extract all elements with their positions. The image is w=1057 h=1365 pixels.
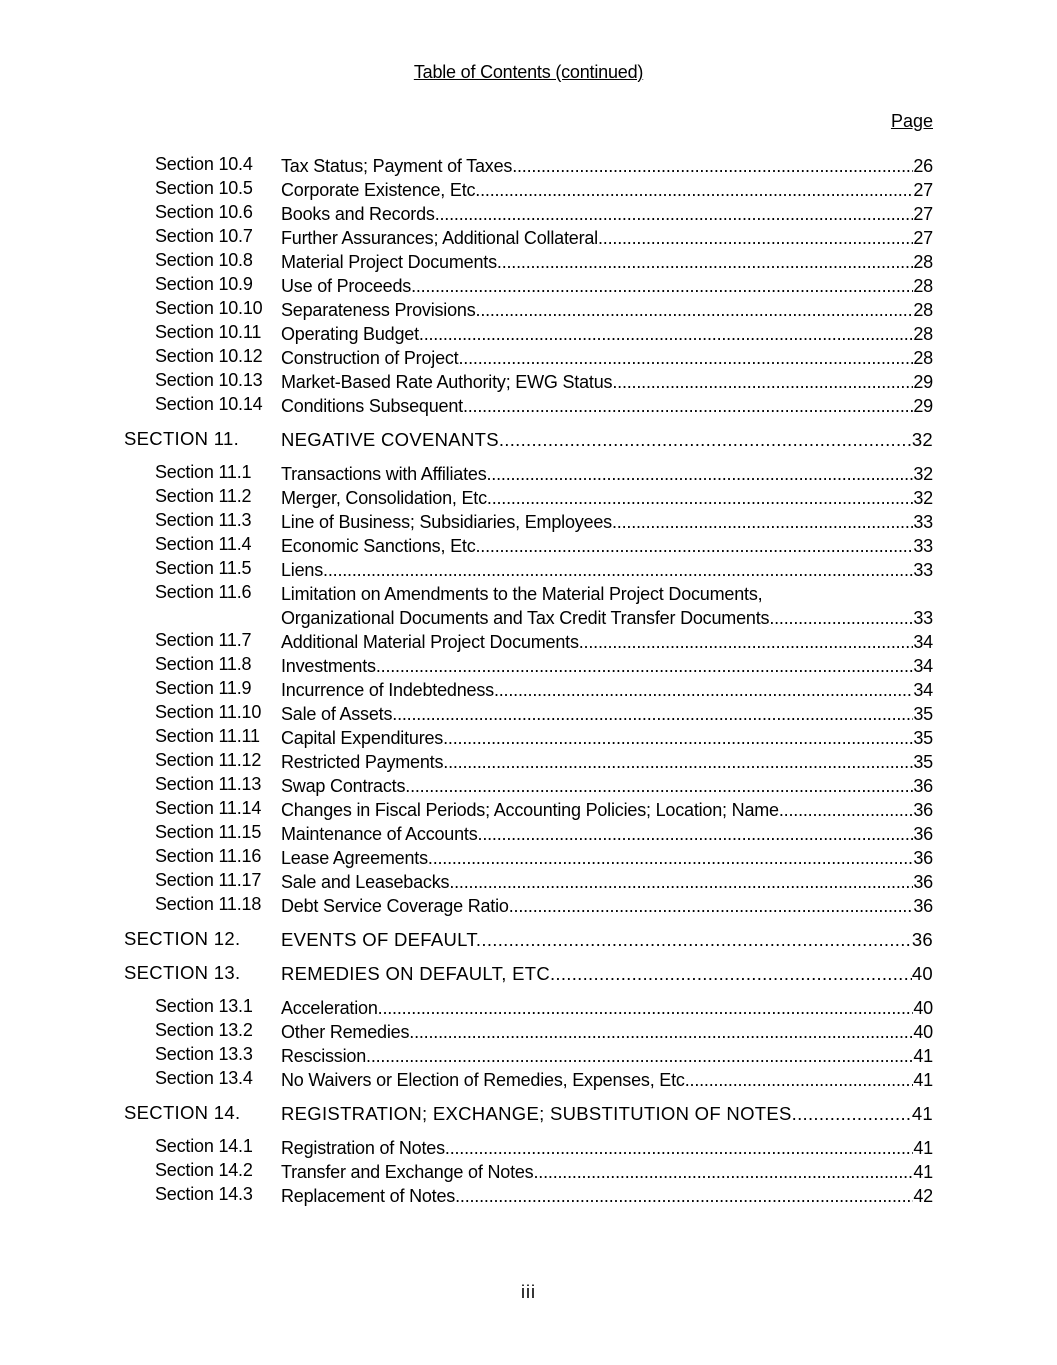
toc-entry-number: Section 11.5 <box>155 558 252 578</box>
toc-entry-page: 28 <box>913 252 933 272</box>
toc-entry-title: Economic Sanctions, Etc <box>281 536 476 556</box>
toc-entry-title: Books and Records <box>281 204 435 224</box>
toc-entry-number: Section 10.8 <box>155 250 253 270</box>
toc-entry-page: 33 <box>913 608 933 628</box>
toc-entry-title-block <box>281 1184 933 1208</box>
toc-entry-title-block <box>281 394 933 418</box>
dot-leader <box>598 226 913 250</box>
page-number: iii <box>521 1282 536 1302</box>
dot-leader <box>533 1160 913 1184</box>
toc-entry-title: Acceleration <box>281 998 378 1018</box>
toc-entry-title-block <box>281 298 933 322</box>
toc-entry-title-block <box>281 798 933 822</box>
toc-entry-page: 28 <box>913 324 933 344</box>
dot-leader <box>411 274 913 298</box>
toc-entry-title: Liens <box>281 560 324 580</box>
toc-entry-page: 40 <box>913 998 933 1018</box>
toc-entry-title-block <box>281 370 933 394</box>
toc-section-entry <box>0 462 1057 486</box>
toc-entry-number: Section 13.2 <box>155 1020 253 1040</box>
toc-entry-title-block <box>281 702 933 726</box>
toc-entry-title-block <box>281 822 933 846</box>
toc-entry-title: NEGATIVE COVENANTS. <box>281 429 505 450</box>
toc-entry-page: 34 <box>913 680 933 700</box>
dot-leader <box>690 1068 914 1092</box>
toc-entry-title: Sale of Assets <box>281 704 393 724</box>
toc-section-entry <box>0 1136 1057 1160</box>
toc-entry-title-block <box>281 534 933 558</box>
toc-entry-number: Section 11.17 <box>155 870 262 890</box>
toc-section-entry <box>0 654 1057 678</box>
toc-entry-title-block <box>281 846 933 870</box>
toc-entry-number: SECTION 12. <box>124 928 241 949</box>
toc-entry-title-block <box>281 346 933 370</box>
toc-entry-title: REMEDIES ON DEFAULT, ETC. <box>281 963 556 984</box>
toc-entry-title-block <box>281 428 933 452</box>
toc-entry-page: 34 <box>913 632 933 652</box>
toc-entry-title-block <box>281 462 933 486</box>
toc-entry-title: Material Project Documents <box>281 252 497 272</box>
toc-article-entry <box>0 1102 1057 1126</box>
toc-entry-page: 33 <box>913 536 933 556</box>
dot-leader <box>476 298 914 322</box>
toc-entry-page: 27 <box>913 180 933 200</box>
toc-entry-title-block <box>281 510 933 534</box>
toc-entry-number: Section 13.3 <box>155 1044 253 1064</box>
toc-entry-page: 35 <box>913 704 933 724</box>
dot-leader <box>445 1136 913 1160</box>
toc-entry-number: Section 10.9 <box>155 274 253 294</box>
toc-entry-number: Section 11.11 <box>155 726 260 746</box>
toc-entry-page: 29 <box>913 396 933 416</box>
toc-entry-page: 36 <box>913 800 933 820</box>
toc-entry-number: Section 11.8 <box>155 654 252 674</box>
toc-entry-title: Maintenance of Accounts <box>281 824 478 844</box>
toc-section-entry <box>0 702 1057 726</box>
toc-entry-page: 36 <box>913 776 933 796</box>
toc-entry-page: 36 <box>913 896 933 916</box>
dot-leader <box>376 654 914 678</box>
toc-section-entry <box>0 274 1057 298</box>
dot-leader <box>378 996 914 1020</box>
toc-section-entry <box>0 996 1057 1020</box>
toc-section-entry <box>0 394 1057 418</box>
toc-entry-title: No Waivers or Election of Remedies, Expenses, Etc. <box>281 1070 690 1090</box>
toc-entry-number: Section 11.16 <box>155 846 262 866</box>
toc-entry-page: 32 <box>913 464 933 484</box>
toc-section-entry <box>0 250 1057 274</box>
toc-entry-title: Conditions Subsequent <box>281 396 463 416</box>
toc-entry-title: Restricted Payments <box>281 752 444 772</box>
toc-entry-title-block <box>281 1102 933 1126</box>
dot-leader <box>392 702 913 726</box>
toc-article-entry <box>0 928 1057 952</box>
page-column-header: Page <box>890 111 933 131</box>
toc-section-entry <box>0 510 1057 534</box>
toc-entry-number: Section 11.14 <box>155 798 262 818</box>
toc-entry-title-block <box>281 1068 933 1092</box>
toc-entry-title-block <box>281 486 933 510</box>
toc-entry-page: 40 <box>913 1022 933 1042</box>
toc-entry-title: Transfer and Exchange of Notes <box>281 1162 534 1182</box>
toc-entry-title-block <box>281 678 933 702</box>
dot-leader <box>514 894 914 918</box>
toc-entry-page: 41 <box>913 1138 933 1158</box>
toc-entry-title: Separateness Provisions <box>281 300 476 320</box>
toc-section-entry <box>0 750 1057 774</box>
toc-entry-title: Lease Agreements <box>281 848 428 868</box>
toc-section-entry <box>0 846 1057 870</box>
toc-entry-title-block <box>281 202 933 226</box>
toc-entry-number: Section 10.13 <box>155 370 263 390</box>
toc-entry-title-block <box>281 962 933 986</box>
toc-entry-number: SECTION 11. <box>124 428 240 449</box>
toc-entry-title: Construction of Project <box>281 348 459 368</box>
table-of-contents <box>0 154 1057 1208</box>
toc-entry-title-block <box>281 322 933 346</box>
toc-entry-title-block <box>281 1136 933 1160</box>
toc-section-entry <box>0 558 1057 582</box>
toc-entry-title-block <box>281 928 933 952</box>
toc-entry-number: Section 11.12 <box>155 750 262 770</box>
toc-section-entry <box>0 870 1057 894</box>
dot-leader <box>323 558 913 582</box>
toc-entry-page: 41 <box>913 1162 933 1182</box>
toc-entry-number: Section 11.4 <box>155 534 252 554</box>
toc-entry-page: 28 <box>913 348 933 368</box>
toc-entry-title-block <box>281 894 933 918</box>
toc-entry-title: Further Assurances; Additional Collateral <box>281 228 598 248</box>
toc-entry-number: Section 10.6 <box>155 202 253 222</box>
toc-entry-title: Merger, Consolidation, Etc <box>281 488 487 508</box>
toc-section-entry <box>0 486 1057 510</box>
toc-entry-page: 41 <box>913 1070 933 1090</box>
toc-entry-title: REGISTRATION; EXCHANGE; SUBSTITUTION OF NOTES. <box>281 1103 798 1124</box>
toc-section-entry <box>0 774 1057 798</box>
toc-entry-title-block <box>281 178 933 202</box>
dot-leader <box>428 846 913 870</box>
toc-section-entry <box>0 322 1057 346</box>
toc-entry-title-block <box>281 226 933 250</box>
dot-leader <box>458 346 913 370</box>
dot-leader <box>797 1102 912 1126</box>
toc-entry-title-block <box>281 774 933 798</box>
dot-leader <box>435 202 914 226</box>
toc-entry-title: Use of Proceeds <box>281 276 412 296</box>
toc-entry-number: Section 10.5 <box>155 178 253 198</box>
toc-entry-number: Section 10.10 <box>155 298 263 318</box>
toc-entry-page: 35 <box>913 728 933 748</box>
toc-entry-page: 40 <box>911 963 933 984</box>
toc-entry-title-block <box>281 996 933 1020</box>
toc-entry-title: Transactions with Affiliates <box>281 464 487 484</box>
toc-entry-number: Section 13.1 <box>155 996 253 1016</box>
toc-article-entry <box>0 962 1057 986</box>
toc-entry-page: 27 <box>913 204 933 224</box>
dot-leader <box>366 1044 913 1068</box>
toc-entry-number: Section 11.15 <box>155 822 262 842</box>
toc-entry-title-block <box>281 154 933 178</box>
toc-entry-number: Section 11.18 <box>155 894 262 914</box>
toc-entry-number: Section 10.14 <box>155 394 263 414</box>
toc-entry-title-block <box>281 750 933 774</box>
toc-entry-title: Limitation on Amendments to the Material Project Documents, <box>281 584 763 604</box>
dot-leader <box>476 534 914 558</box>
toc-section-entry <box>0 582 1057 630</box>
toc-entry-title: Sale and Leasebacks <box>281 872 450 892</box>
dot-leader <box>612 510 913 534</box>
toc-entry-page: 33 <box>913 560 933 580</box>
toc-entry-title-block <box>281 250 933 274</box>
dot-leader <box>449 870 913 894</box>
toc-section-entry <box>0 202 1057 226</box>
dot-leader <box>494 678 913 702</box>
toc-entry-title: Organizational Documents and Tax Credit Transfer Documents <box>281 608 770 628</box>
toc-entry-title-block <box>281 726 933 750</box>
toc-entry-title-block <box>281 1020 933 1044</box>
toc-section-entry <box>0 1068 1057 1092</box>
toc-entry-title: Registration of Notes <box>281 1138 445 1158</box>
toc-entry-title: Incurrence of Indebtedness <box>281 680 494 700</box>
toc-entry-title-block <box>281 1044 933 1068</box>
toc-entry-page: 26 <box>913 156 933 176</box>
toc-entry-title: Market-Based Rate Authority; EWG Status <box>281 372 613 392</box>
dot-leader <box>419 322 913 346</box>
dot-leader <box>497 250 913 274</box>
toc-entry-number: Section 10.11 <box>155 322 262 342</box>
toc-entry-number: Section 10.12 <box>155 346 263 366</box>
dot-leader <box>409 1020 913 1044</box>
toc-entry-number: Section 11.3 <box>155 510 252 530</box>
toc-entry-title-block <box>281 582 933 630</box>
toc-entry-title: Swap Contracts <box>281 776 406 796</box>
dot-leader <box>504 428 912 452</box>
toc-entry-number: Section 11.9 <box>155 678 252 698</box>
toc-entry-page: 33 <box>913 512 933 532</box>
toc-entry-page: 36 <box>911 929 933 950</box>
toc-entry-page: 28 <box>913 276 933 296</box>
toc-entry-page: 36 <box>913 872 933 892</box>
toc-entry-number: Section 14.2 <box>155 1160 253 1180</box>
toc-section-entry <box>0 1020 1057 1044</box>
toc-entry-page: 36 <box>913 848 933 868</box>
toc-section-entry <box>0 894 1057 918</box>
toc-entry-title: Other Remedies <box>281 1022 410 1042</box>
toc-entry-number: Section 14.3 <box>155 1184 253 1204</box>
dot-leader <box>487 486 913 510</box>
toc-entry-title-block <box>281 274 933 298</box>
toc-entry-page: 27 <box>913 228 933 248</box>
toc-entry-number: Section 11.10 <box>155 702 262 722</box>
dot-leader <box>478 822 914 846</box>
toc-entry-title: Replacement of Notes <box>281 1186 456 1206</box>
dot-leader <box>475 178 913 202</box>
toc-entry-title: Tax Status; Payment of Taxes <box>281 156 513 176</box>
toc-section-entry <box>0 298 1057 322</box>
toc-section-entry <box>0 1184 1057 1208</box>
toc-entry-title-block <box>281 1160 933 1184</box>
toc-section-entry <box>0 178 1057 202</box>
toc-section-entry <box>0 630 1057 654</box>
toc-section-entry <box>0 1044 1057 1068</box>
toc-entry-title: Capital Expenditures <box>281 728 444 748</box>
toc-entry-number: SECTION 14. <box>124 1102 241 1123</box>
toc-entry-page: 34 <box>913 656 933 676</box>
toc-entry-page: 42 <box>913 1186 933 1206</box>
dot-leader <box>769 606 913 630</box>
toc-entry-title: Debt Service Coverage Ratio. <box>281 896 514 916</box>
toc-section-entry <box>0 726 1057 750</box>
toc-section-entry <box>0 226 1057 250</box>
toc-entry-number: Section 11.13 <box>155 774 262 794</box>
toc-entry-title: Corporate Existence, Etc <box>281 180 476 200</box>
toc-entry-number: Section 10.4 <box>155 154 253 174</box>
toc-entry-number: Section 10.7 <box>155 226 253 246</box>
toc-title: Table of Contents (continued) <box>413 62 644 82</box>
dot-leader <box>443 750 913 774</box>
dot-leader <box>443 726 913 750</box>
dot-leader <box>555 962 911 986</box>
toc-entry-page: 35 <box>913 752 933 772</box>
toc-entry-title: Operating Budget <box>281 324 419 344</box>
toc-entry-number: Section 11.6 <box>155 582 252 602</box>
toc-entry-page: 32 <box>913 488 933 508</box>
toc-section-entry <box>0 154 1057 178</box>
toc-entry-page: 36 <box>913 824 933 844</box>
toc-entry-title-block <box>281 654 933 678</box>
toc-entry-title-block <box>281 870 933 894</box>
toc-entry-title: Changes in Fiscal Periods; Accounting Policies; Location; Name <box>281 800 779 820</box>
toc-entry-title-block <box>281 630 933 654</box>
toc-entry-number: Section 11.7 <box>155 630 252 650</box>
dot-leader <box>487 462 914 486</box>
toc-article-entry <box>0 428 1057 452</box>
toc-entry-number: Section 14.1 <box>155 1136 253 1156</box>
toc-section-entry <box>0 534 1057 558</box>
dot-leader <box>512 154 913 178</box>
toc-section-entry <box>0 370 1057 394</box>
toc-entry-title: Investments <box>281 656 376 676</box>
toc-entry-page: 29 <box>913 372 933 392</box>
toc-entry-title: EVENTS OF DEFAULT. <box>281 929 482 950</box>
toc-entry-title: Rescission <box>281 1046 367 1066</box>
toc-entry-title: Additional Material Project Documents <box>281 632 579 652</box>
dot-leader <box>779 798 914 822</box>
toc-entry-number: SECTION 13. <box>124 962 241 983</box>
dot-leader <box>463 394 913 418</box>
toc-section-entry <box>0 798 1057 822</box>
toc-section-entry <box>0 678 1057 702</box>
dot-leader <box>612 370 913 394</box>
toc-entry-page: 41 <box>911 1103 933 1124</box>
dot-leader <box>481 928 911 952</box>
toc-entry-number: Section 11.1 <box>155 462 252 482</box>
dot-leader <box>579 630 914 654</box>
toc-entry-page: 41 <box>913 1046 933 1066</box>
toc-entry-page: 28 <box>913 300 933 320</box>
dot-leader <box>455 1184 913 1208</box>
toc-entry-title: Line of Business; Subsidiaries, Employees <box>281 512 612 532</box>
toc-section-entry <box>0 1160 1057 1184</box>
toc-section-entry <box>0 346 1057 370</box>
dot-leader <box>405 774 913 798</box>
toc-entry-page: 32 <box>911 429 933 450</box>
toc-entry-number: Section 13.4 <box>155 1068 253 1088</box>
toc-entry-number: Section 11.2 <box>155 486 252 506</box>
toc-entry-title-block <box>281 558 933 582</box>
toc-section-entry <box>0 822 1057 846</box>
